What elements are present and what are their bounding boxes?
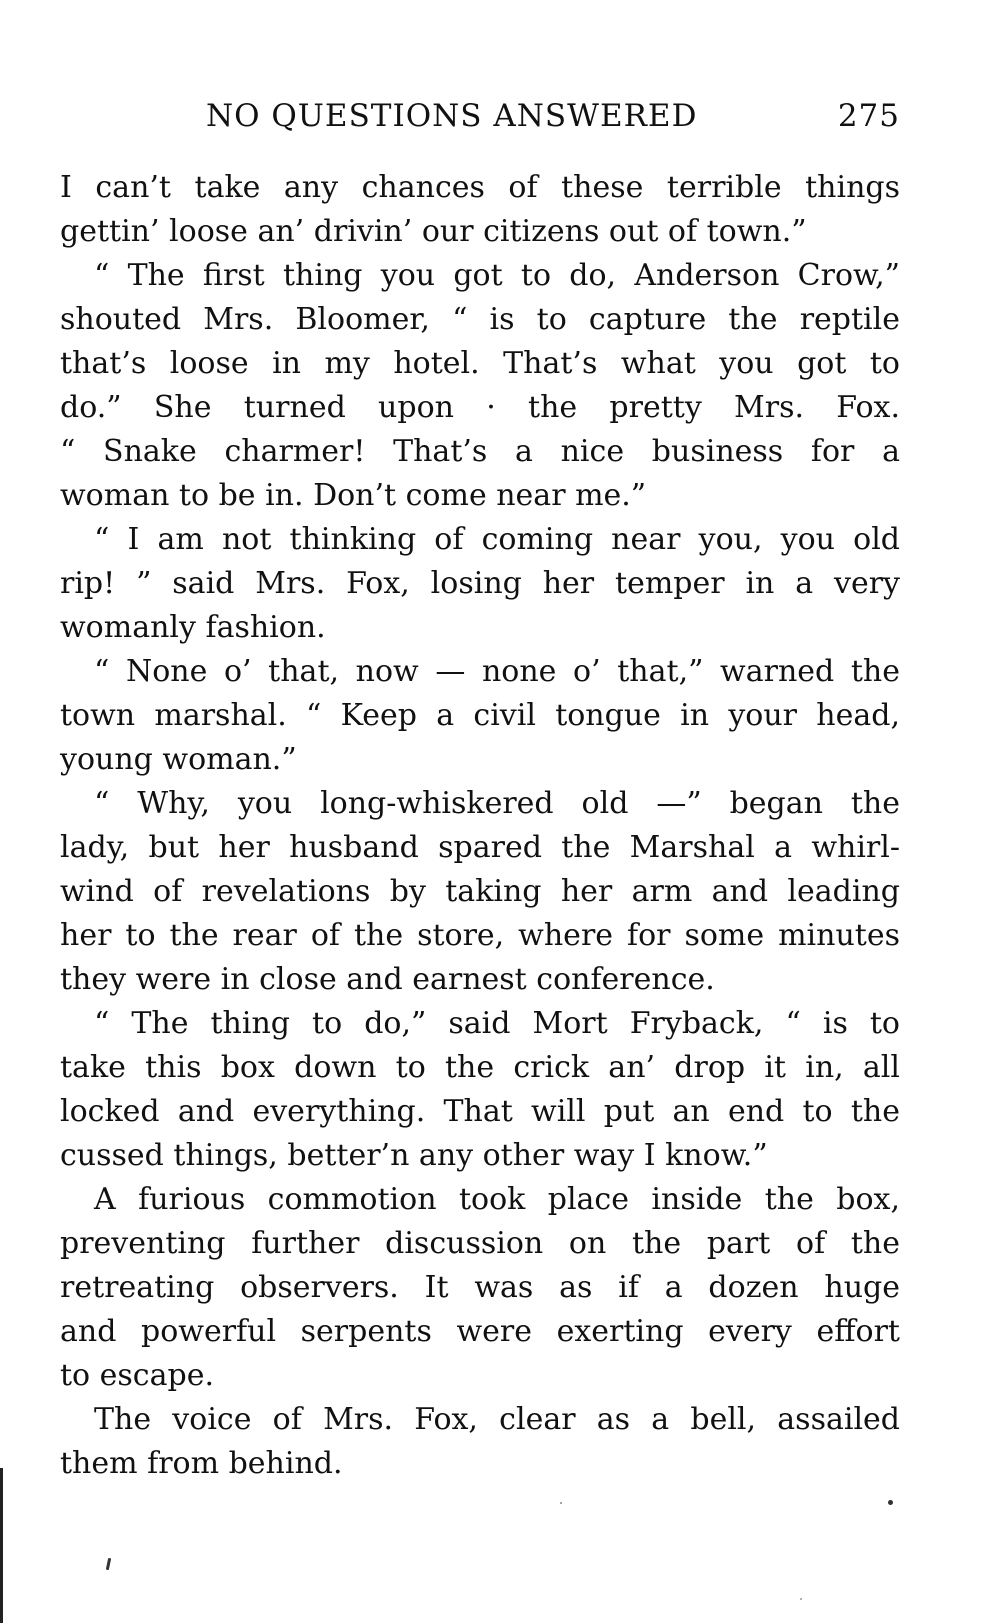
text-line: rip! ” said Mrs. Fox, losing her temper in a very — [60, 566, 900, 601]
text-line: town marshal. “ Keep a civil tongue in your head, — [60, 698, 900, 733]
text-line: preventing further discussion on the part of the — [60, 1226, 900, 1261]
scan-margin-line — [0, 1468, 3, 1623]
text-line: that’s loose in my hotel. That’s what you got to — [60, 346, 900, 381]
text-line: wind of revelations by taking her arm and leading — [60, 874, 900, 909]
text-line: and powerful serpents were exerting every effort — [60, 1314, 900, 1349]
text-line: them from behind. — [60, 1446, 343, 1481]
text-line: womanly fashion. — [60, 610, 326, 645]
text-line: woman to be in. Don’t come near me.” — [60, 478, 647, 513]
text-line: take this box down to the crick an’ drop it in, all — [60, 1050, 900, 1085]
text-line: “ Snake charmer! That’s a nice business for a — [60, 434, 900, 469]
text-line: to escape. — [60, 1358, 214, 1393]
text-line: “ The thing to do,” said Mort Fryback, “ is to — [94, 1006, 900, 1041]
text-line: The voice of Mrs. Fox, clear as a bell, assailed — [94, 1402, 900, 1437]
ink-speck — [888, 1500, 893, 1505]
text-line: gettin’ loose an’ drivin’ our citizens out of town.” — [60, 214, 807, 249]
ink-speck — [560, 1502, 562, 1504]
ink-speck — [106, 1558, 111, 1570]
text-line: lady, but her husband spared the Marshal a whirl- — [60, 830, 900, 865]
text-line: I can’t take any chances of these terrible things — [60, 170, 900, 205]
text-line: her to the rear of the store, where for some minutes — [60, 918, 900, 953]
body-text — [60, 166, 900, 1486]
text-line: “ Why, you long-whiskered old —” began the — [94, 786, 900, 821]
text-line: A furious commotion took place inside the box, — [94, 1182, 900, 1217]
text-line: “ I am not thinking of coming near you, you old — [94, 522, 900, 557]
text-line: “ None o’ that, now — none o’ that,” warned the — [94, 654, 900, 689]
running-title: NO QUESTIONS ANSWERED — [206, 98, 698, 134]
text-line: shouted Mrs. Bloomer, “ is to capture the reptile — [60, 302, 900, 337]
text-line: young woman.” — [60, 742, 297, 777]
text-line: retreating observers. It was as if a dozen huge — [60, 1270, 900, 1305]
running-head — [60, 98, 900, 144]
text-line: do.” She turned upon · the pretty Mrs. Fox. — [60, 390, 900, 425]
text-line: they were in close and earnest conference. — [60, 962, 715, 997]
text-line: “ The first thing you got to do, Anderson Crow,” — [94, 258, 900, 293]
page-number: 275 — [837, 98, 900, 134]
text-line: locked and everything. That will put an end to the — [60, 1094, 900, 1129]
ink-speck — [800, 1598, 802, 1600]
text-line: cussed things, better’n any other way I know.” — [60, 1138, 768, 1173]
